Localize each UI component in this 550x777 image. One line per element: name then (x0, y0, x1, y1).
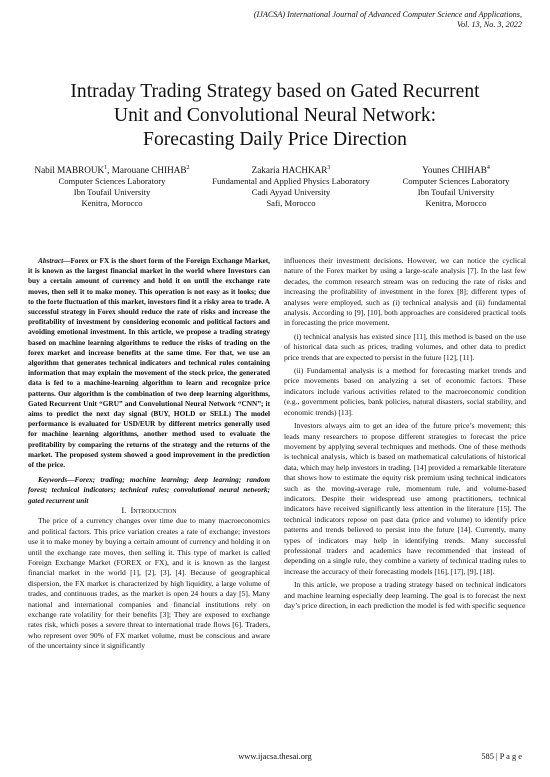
author-names-1: Nabil MABROUK$^1$, Marouane CHIHAB$^2$ (34, 165, 190, 176)
right-paragraph-2: (i) technical analysis has existed since [11], this method is based on the use of historical data such as prices, trading volumes, and other data to predict price trends that are expected to persist in the future [12], [11]. (284, 331, 526, 362)
abstract: Abstract—Forex or FX is the short form of the Foreign Exchange Market, it is known as the largest financial market in the world where Investors can buy a certain amount of currency and hold it on until the exchange rate moves, then sell it to make money. This operation is not easy as it looks; due to the forte fluctuation of this market, investors find it a risky area to trade. A successful strategy in Forex should reduce the rate of risks and increase the profitability of investment by considering economic and political factors and avoiding emotional investment. In this article, we propose a trading strategy based on machine learning algorithms to reduce the risks of trading on the forex market and increase benefits at the same time. For that, we use an algorithm that generates technical indicators and technical rules containing information that may explain the movement of the stock price, the generated data is fed to a machine-learning algorithm to learn and recognize price patterns. Our algorithm is the combination of two deep learning algorithms, Gated Recurrent Unit “GRU” and Convolutional Neural Network “CNN”; it aims to predict the next day signal (BUY, HOLD or SELL) The model performance is evaluated for USD/EUR by different metrics generally used for machine learning algorithms, another method used to evaluate the profitability by comparing the returns of the strategy and the returns of the market. The proposed system showed a good improvement in the prediction of the price. (28, 256, 270, 470)
journal-name: (IJACSA) International Journal of Advanced Computer Science and Applications, (253, 10, 522, 19)
left-column (28, 256, 270, 652)
author-location-2: Safi, Morocco (266, 198, 316, 209)
author-location-3: Kenitra, Morocco (425, 198, 487, 209)
author-dept-3: Computer Sciences Laboratory (402, 176, 510, 187)
right-paragraph-1: influences their investment decisions. However, we can notice the cyclical nature of the Forex market by using a large-scale analysis [7]. In the last few decades, the common research stream was on reducing the rate of risks and increasing the profitability of investment in the forex [8]; different types of analyses were employed, such as (i) technical analysis and (ii) fundamental analysis. According to [9], [10], both approaches are considered practical tools in forecasting the price movement. (284, 256, 526, 328)
author-names-3: Younes CHIHAB$^4$ (422, 165, 490, 176)
author-names-2: Zakaria HACHKAR$^3$ (251, 165, 331, 176)
journal-header (102, 10, 522, 30)
paper-title (20, 80, 530, 152)
title-line-3: Forecasting Daily Price Direction (143, 129, 407, 150)
right-paragraph-3: (ii) Fundamental analysis is a method for forecasting market trends and price movements based on analyzing a set of economic factors. These indicators include various activities related to the macroeconomic condition (e.g., government policies, bank policies, natural disasters, social stability, and economic trends) [13]. (284, 366, 526, 417)
author-univ-1: Ibn Toufail University (73, 187, 151, 198)
author-block-1 (28, 163, 196, 209)
page-number: 585 | P a g e (481, 752, 522, 761)
author-block-3 (386, 163, 526, 209)
title-line-2: Unit and Convolutional Neural Network: (113, 105, 437, 126)
right-column (284, 256, 526, 611)
footer-url: www.ijacsa.thesai.org (238, 752, 312, 761)
intro-paragraph-1: The price of a currency changes over time due to many macroeconomics and political factors. This price variation creates a rate of exchange; investors use it to make money by buying a certain amount of currency and holding it on until the exchange rate moves, then selling it. This type of market is called Foreign Exchange Market (FOREX or FX), and it is known as the largest financial market in the world [1], [2], [3], [4]. Because of geographical dispersion, the FX market is characterized by high liquidity, a large volume of trades, and continuous trades, as the market is open 24 hours a day [5]. Many national and international companies and financial institutions rely on exchange rate volatility for their benefits [3]; They are exposed to exchange rates risk, which poses a severe threat to international trade flows [6]. Traders, who represent over 90% of FX market volume, must be conscious and aware of the uncertainty since it significantly (28, 516, 270, 651)
author-univ-3: Ibn Toufail University (417, 187, 495, 198)
keywords: Keywords—Forex; trading; machine learning; deep learning; random forest; technical indicators; technical rules; convolutional neural network; gated recurrent unit (28, 475, 270, 505)
author-dept-2: Fundamental and Applied Physics Laboratory (212, 176, 370, 187)
right-paragraph-4: Investors always aim to get an idea of the future price’s movement; this leads many researchers to propose different strategies to forecast the price movement by applying several techniques and methods. One of these methods is technical analysis, which is based on mathematical calculations of historical data, which may help investors in trading. [14] provided a remarkable literature that shows how to estimate the equity risk premium using technical indicators such as the moving-average rule, momentum rule, and volume-based indicators. Despite their widespread use among practitioners, technical indicators have received significantly less attention in the literature [15]. The technical indicators repose on past data (price and volume) to identify price patterns and trends believed to persist into the future [14]. Currently, many types of indicators may help in identifying trends. Many successful professional traders and academics have recommended that instead of depending on a single rule, they combine a variety of technical trading rules to increase the accuracy of their forecasting models [16], [17], [9], [18]. (284, 421, 526, 576)
author-location-1: Kenitra, Morocco (81, 198, 143, 209)
author-univ-2: Cadi Ayyad University (251, 187, 331, 198)
journal-volume: Vol. 13, No. 3, 2022 (456, 20, 522, 30)
title-line-1: Intraday Trading Strategy based on Gated Recurrent (70, 81, 480, 102)
author-block-2 (196, 163, 386, 209)
author-dept-1: Computer Sciences Laboratory (58, 176, 166, 187)
right-paragraph-5: In this article, we propose a trading strategy based on technical indicators and machine learning especially deep learning. The goal is to forecast the next day’s price direction, in each prediction the model is fed with specific sequence (284, 580, 526, 610)
section-heading-introduction: I. Introduction (121, 505, 177, 515)
